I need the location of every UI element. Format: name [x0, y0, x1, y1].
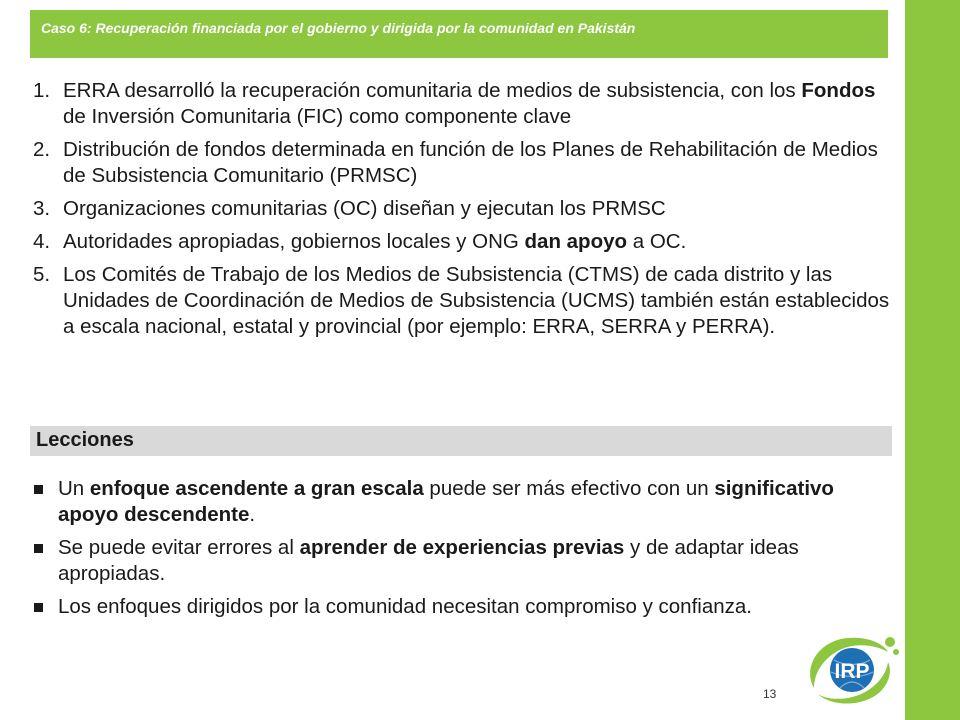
item-text: Los Comités de Trabajo de los Medios de Subsistencia (CTMS) de cada distrito y las Unidades de Coordinación de Medios de Subsistencia (UCMS) también están establecidos a escala nacional, estatal y provincial (por ejemplo: ERRA, SERRA y PERRA). [63, 263, 890, 338]
title-bar [30, 10, 888, 58]
list-item [30, 137, 896, 189]
item-number: 3. [33, 197, 51, 220]
item-text: Autoridades apropiadas, gobiernos locales y ONG dan apoyo a OC. [63, 230, 687, 253]
lesson-text: Se puede evitar errores al aprender de experiencias previas y de adaptar ideas apropiadas. [58, 536, 799, 585]
item-number: 4. [33, 230, 51, 253]
square-bullet-icon [34, 485, 43, 494]
numbered-points-list [30, 78, 896, 347]
list-item [30, 594, 896, 620]
item-text: ERRA desarrolló la recuperación comunitaria de medios de subsistencia, con los Fondos de Inversión Comunitaria (FIC) como componente clave [63, 79, 876, 128]
list-item [30, 262, 896, 340]
list-item [30, 196, 896, 222]
list-item [30, 476, 896, 528]
list-item [30, 229, 896, 255]
right-accent-bar [905, 0, 960, 720]
irp-logo-icon [800, 630, 900, 710]
lessons-header-bar [30, 426, 892, 456]
slide-title: Caso 6: Recuperación financiada por el gobierno y dirigida por la comunidad en Pakistán [41, 20, 636, 36]
item-text: Distribución de fondos determinada en función de los Planes de Rehabilitación de Medios de Subsistencia Comunitario (PRMSC) [63, 138, 878, 187]
lessons-list [30, 476, 896, 627]
square-bullet-icon [34, 603, 43, 612]
list-item [30, 78, 896, 130]
square-bullet-icon [34, 544, 43, 553]
item-number: 5. [33, 263, 51, 286]
item-number: 1. [33, 79, 51, 102]
page-number: 13 [763, 687, 777, 701]
item-number: 2. [33, 138, 51, 161]
list-item [30, 535, 896, 587]
lesson-text: Un enfoque ascendente a gran escala puede ser más efectivo con un significativo apoyo descendente. [58, 477, 834, 526]
logo-text: IRP [834, 660, 870, 683]
lesson-text: Los enfoques dirigidos por la comunidad necesitan compromiso y confianza. [58, 595, 752, 618]
item-text: Organizaciones comunitarias (OC) diseñan y ejecutan los PRMSC [63, 197, 666, 220]
lessons-heading: Lecciones [36, 429, 134, 451]
